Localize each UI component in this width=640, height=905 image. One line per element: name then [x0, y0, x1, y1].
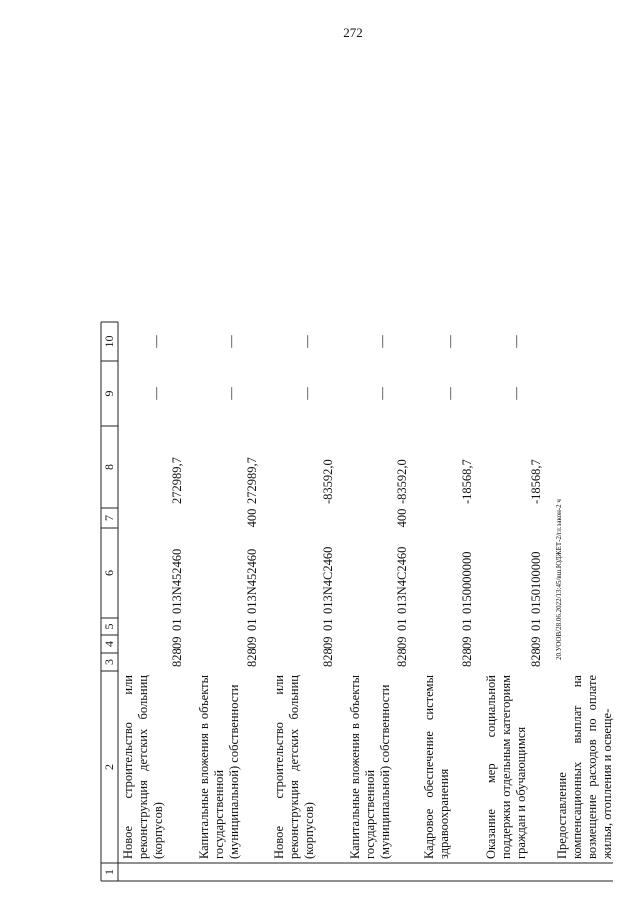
- column-header: 6: [102, 570, 116, 576]
- row-name: Капитальные вложения в объекты государственной (муниципальной) собственности: [197, 675, 241, 859]
- budget-table: [101, 45, 613, 881]
- row-name: Новое строительство или реконструкция детских больниц (корпусов): [272, 675, 316, 859]
- row-value-c8: 272989,7: [169, 457, 184, 504]
- empty-dash: —: [509, 335, 523, 348]
- row-value-c6: 013N4C2460: [320, 546, 335, 614]
- row-value-c7: 400: [244, 508, 259, 528]
- column-header: 10: [102, 335, 116, 348]
- row-value-c8: -83592,0: [395, 459, 409, 504]
- row-value-c6: 013N4C2460: [395, 546, 409, 614]
- row-value-c4: 09: [395, 636, 409, 649]
- row-value-c5: 01: [244, 618, 259, 631]
- row-value-c5: 01: [395, 618, 409, 631]
- row-value-c4: 09: [528, 636, 543, 649]
- column-header: 3: [102, 659, 116, 665]
- column-header: 2: [102, 764, 116, 770]
- row-value-c6: 0150000000: [459, 551, 474, 614]
- empty-dash: —: [299, 335, 314, 348]
- column-header: 1: [102, 869, 116, 875]
- empty-dash: —: [299, 387, 314, 400]
- empty-dash: —: [148, 335, 163, 348]
- empty-dash: —: [224, 335, 238, 348]
- row-value-c3: 828: [320, 648, 335, 667]
- row-value-c3: 828: [244, 648, 259, 667]
- column-header: 7: [102, 515, 116, 521]
- row-name: Новое строительство или реконструкция детских больниц (корпусов): [121, 675, 165, 859]
- row-value-c8: 272989,7: [244, 457, 259, 504]
- row-value-c5: 01: [528, 618, 543, 631]
- row-value-c4: 09: [169, 636, 184, 649]
- row-name: Кадровое обеспечение системы здравоохранения: [422, 675, 451, 859]
- page-number: 272: [343, 25, 363, 40]
- empty-dash: —: [148, 387, 163, 400]
- column-header: 5: [102, 623, 116, 630]
- row-name: Оказание мер социальной поддержки отдельным категориям граждан и обучающимся: [484, 675, 528, 859]
- row-value-c6: 013N452460: [169, 548, 184, 614]
- row-value-c7: 400: [395, 508, 409, 528]
- table-grid: [101, 45, 613, 881]
- row-value-c4: 09: [320, 636, 335, 649]
- row-value-c4: 09: [459, 636, 474, 649]
- column-header: 8: [102, 464, 116, 470]
- empty-dash: —: [509, 387, 523, 400]
- row-name: Предоставление компенсационных выплат на возмещение расходов по оплате жилья, отопления и освеще-: [555, 675, 614, 859]
- row-value-c6: 013N452460: [244, 548, 259, 614]
- row-value-c6: 0150100000: [528, 551, 543, 614]
- row-name: Капитальные вложения в объекты государственной (муниципальной) собственности: [348, 675, 392, 859]
- row-value-c5: 01: [320, 618, 335, 631]
- row-value-c3: 828: [395, 648, 409, 667]
- column-header: 4: [102, 641, 116, 647]
- row-value-c8: -83592,0: [320, 459, 335, 504]
- empty-dash: —: [224, 387, 238, 400]
- row-value-c3: 828: [169, 648, 184, 667]
- row-value-c3: 828: [459, 648, 474, 667]
- row-value-c3: 828: [528, 648, 543, 667]
- row-value-c4: 09: [244, 636, 259, 649]
- row-value-c5: 01: [459, 618, 474, 631]
- column-header: 9: [102, 390, 116, 397]
- file-stamp: 20.УООВ/28.06.2022/13:45/вш.ЮДЖЕТ-2/гл.закон-2 ч: [555, 499, 563, 660]
- empty-dash: —: [374, 387, 389, 400]
- empty-dash: —: [374, 335, 389, 348]
- row-value-c8: -18568,7: [528, 459, 543, 504]
- empty-dash: —: [442, 387, 457, 400]
- row-value-c8: -18568,7: [459, 459, 474, 504]
- row-value-c5: 01: [169, 618, 184, 631]
- empty-dash: —: [442, 335, 457, 348]
